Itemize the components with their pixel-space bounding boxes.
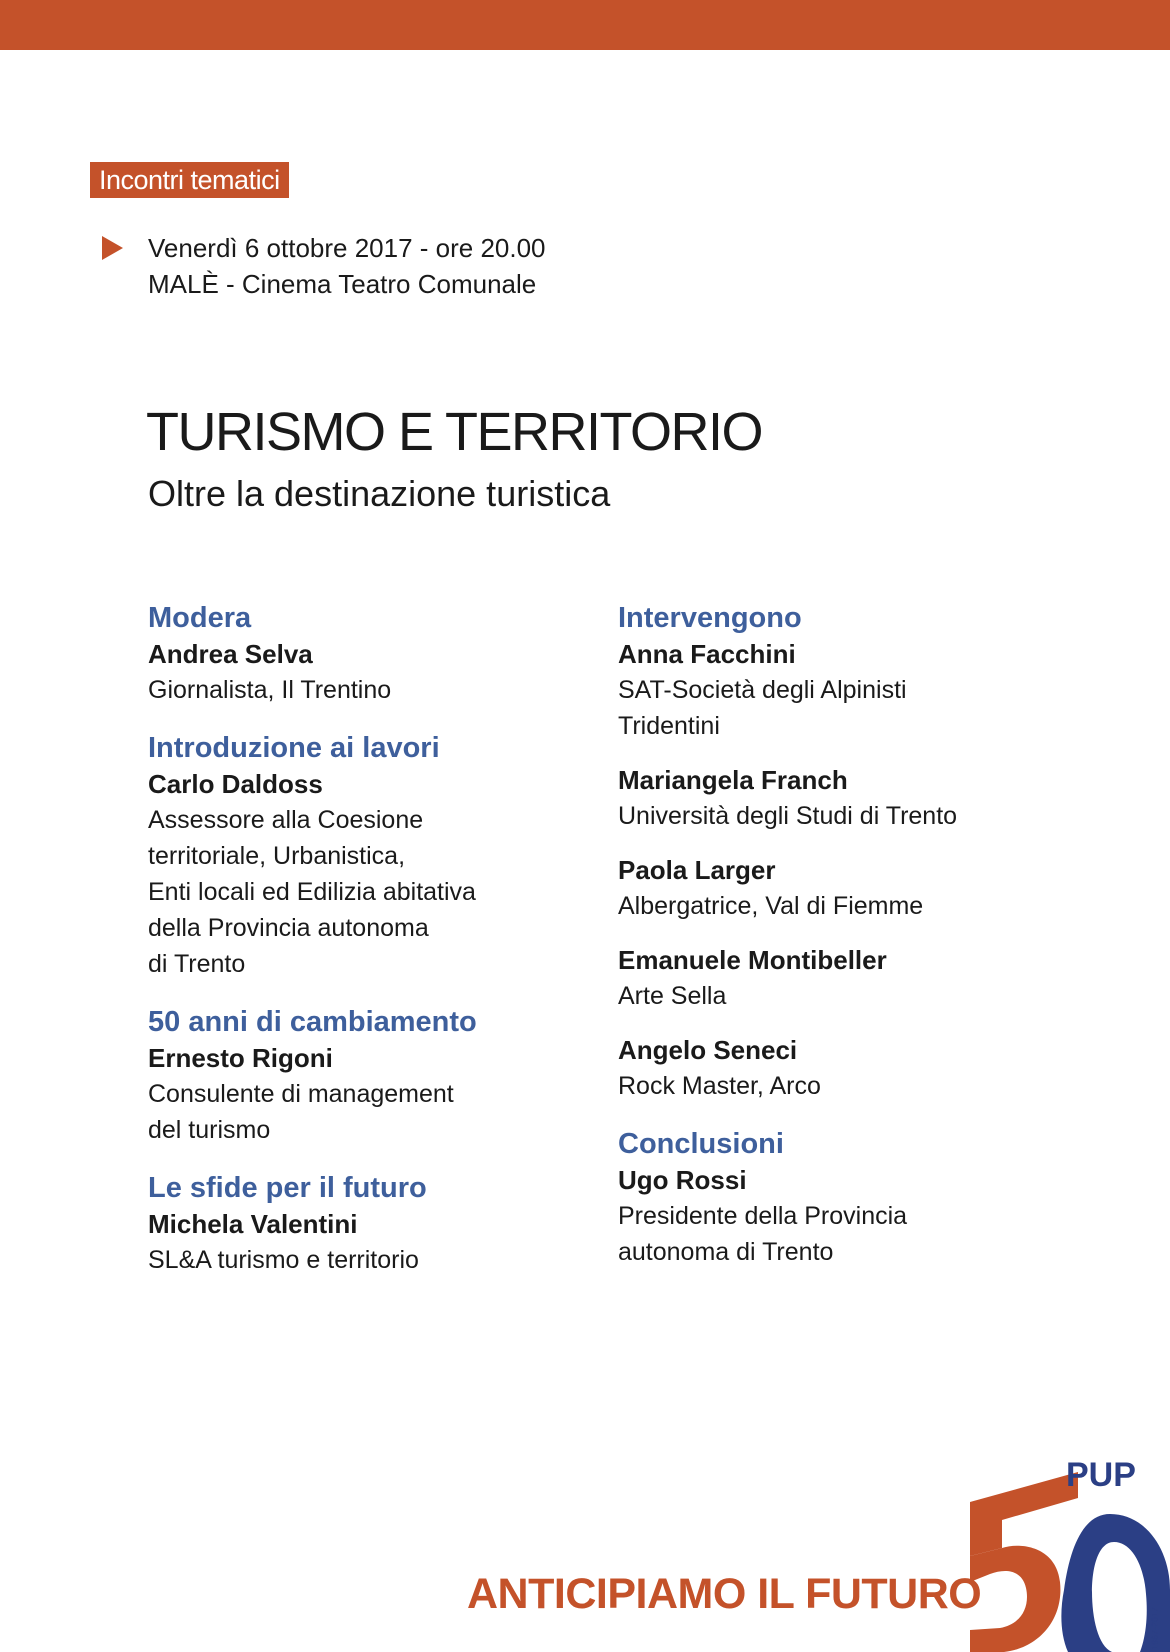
speaker-role: Giornalista, Il Trentino (148, 676, 392, 704)
speaker (618, 852, 1018, 924)
speaker-role: Università degli Studi di Trento (618, 802, 958, 830)
section-heading: Intervengono (618, 602, 802, 634)
logo-years-text: 1967-2017 (1150, 1606, 1160, 1650)
speaker (148, 1040, 578, 1148)
section-heading: Modera (148, 602, 252, 634)
speaker-name: Mariangela Franch (618, 765, 848, 795)
section-heading: Le sfide per il futuro (148, 1172, 427, 1204)
logo-five-top (970, 1472, 1078, 1556)
play-arrow-icon (102, 236, 123, 260)
speaker-name: Carlo Daldoss (148, 769, 323, 799)
speaker (618, 942, 1018, 1014)
section-heading: 50 anni di cambiamento (148, 1006, 477, 1038)
section-heading: Introduzione ai lavori (148, 732, 440, 764)
speaker-name: Andrea Selva (148, 639, 313, 669)
speaker-role: SL&A turismo e territorio (148, 1246, 419, 1274)
speaker (618, 762, 1018, 834)
event-place: MALÈ - Cinema Teatro Comunale (148, 269, 537, 299)
speaker (618, 1032, 1018, 1104)
speaker (618, 636, 1018, 744)
speaker-name: Anna Facchini (618, 639, 796, 669)
speaker-role: Arte Sella (618, 982, 727, 1010)
speaker-name: Michela Valentini (148, 1209, 358, 1239)
program-section (148, 730, 578, 982)
program-section (618, 1126, 1018, 1270)
speaker-role: Assessore alla Coesione territoriale, Urbanistica, Enti locali ed Edilizia abitativa della Provincia autonoma di Trento (148, 806, 476, 978)
speaker-role: Presidente della Provincia autonoma di Trento (618, 1202, 908, 1266)
speaker-role: SAT-Società degli Alpinisti Tridentini (618, 676, 907, 740)
right-column (618, 600, 1018, 1292)
program-section (618, 600, 1018, 1104)
speaker (148, 766, 578, 982)
speaker (148, 636, 578, 708)
speaker-name: Ernesto Rigoni (148, 1043, 333, 1073)
top-bar (0, 0, 1170, 50)
speaker-name: Angelo Seneci (618, 1035, 798, 1065)
speaker-name: Emanuele Montibeller (618, 945, 887, 975)
speaker-role: Albergatrice, Val di Fiemme (618, 892, 924, 920)
speaker-role: Consulente di management del turismo (148, 1080, 454, 1144)
event-date-time: Venerdì 6 ottobre 2017 - ore 20.00 (148, 233, 546, 263)
category-tag: Incontri tematici (90, 162, 289, 198)
left-column (148, 600, 578, 1300)
logo-five-bowl (970, 1546, 1060, 1652)
program-section (148, 600, 578, 708)
pup-50-logo (960, 1450, 1170, 1652)
section-heading: Conclusioni (618, 1128, 784, 1160)
logo-pup-text: PUP (1066, 1456, 1136, 1494)
program-section (148, 1004, 578, 1148)
speaker-name: Ugo Rossi (618, 1165, 747, 1195)
speaker-role: Rock Master, Arco (618, 1072, 821, 1100)
program-section (148, 1170, 578, 1278)
speaker-name: Paola Larger (618, 855, 776, 885)
page-subtitle: Oltre la destinazione turistica (148, 473, 611, 514)
speaker (618, 1162, 1018, 1270)
footer-tagline: ANTICIPIAMO IL FUTURO (467, 1570, 982, 1618)
speaker (148, 1206, 578, 1278)
page-title: TURISMO E TERRITORIO (146, 402, 763, 462)
